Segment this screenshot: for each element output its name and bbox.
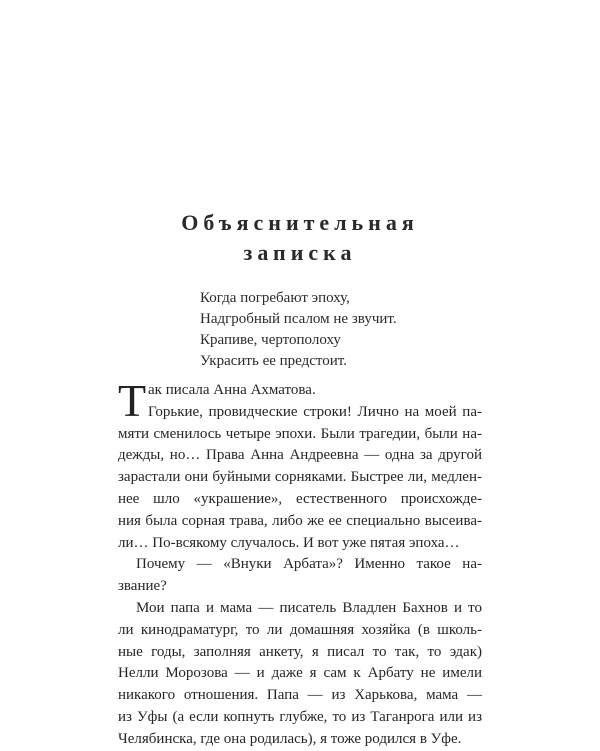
text-line: Нелли Морозова — и даже я сам к Арбату не имели	[118, 665, 482, 682]
text-line: Горькие, провидческие строки! Лично на моей па-	[148, 403, 482, 420]
epigraph-line: Крапиве, чертополоху	[200, 332, 341, 348]
text-line: ли… По-всякому случалось. И вот уже пятая эпоха…	[118, 534, 460, 551]
text-line: мяти сменилось четыре эпохи. Были трагедии, были на-	[118, 425, 482, 442]
text-line: ак писала Анна Ахматова.	[148, 382, 316, 398]
text-line: дежды, но… Права Анна Андреевна — одна за другой	[118, 447, 482, 464]
text-line: звание?	[118, 578, 167, 595]
text-line: ные годы, заполняя анкету, я писал то так, то эдак)	[118, 643, 482, 660]
text-line: ния была сорная трава, либо же ее специально высеива-	[118, 512, 482, 529]
text-line: из Уфы (а если копнуть глубже, то из Таганрога или из	[118, 708, 482, 725]
text-line: никакого отношения. Папа — из Харькова, мама —	[118, 687, 482, 704]
text-line: зарастали они буйными сорняками. Быстрее ли, медлен-	[118, 469, 482, 486]
epigraph-line: Когда погребают эпоху,	[200, 290, 350, 306]
text-line: Челябинска, где она родилась), я тоже родился в Уфе.	[118, 730, 462, 747]
text-line: нее шло «украшение», естественного происхожде-	[118, 490, 482, 507]
epigraph-line: Украсить ее предстоит.	[200, 353, 347, 369]
epigraph-line: Надгробный псалом не звучит.	[200, 311, 397, 327]
epigraph	[200, 288, 397, 372]
drop-cap: Т	[118, 375, 147, 426]
chapter-title-line-1: Объяснительная	[181, 210, 419, 235]
text-line: Почему — «Внуки Арбата»? Именно такое на-	[136, 556, 482, 573]
body-text	[118, 375, 482, 751]
text-line: ли кинодраматург, то ли домашняя хозяйка (в школь-	[118, 621, 482, 638]
text-line: Мои папа и мама — писатель Владлен Бахнов и то	[136, 599, 482, 616]
chapter-title-line-2: записка	[243, 240, 357, 265]
